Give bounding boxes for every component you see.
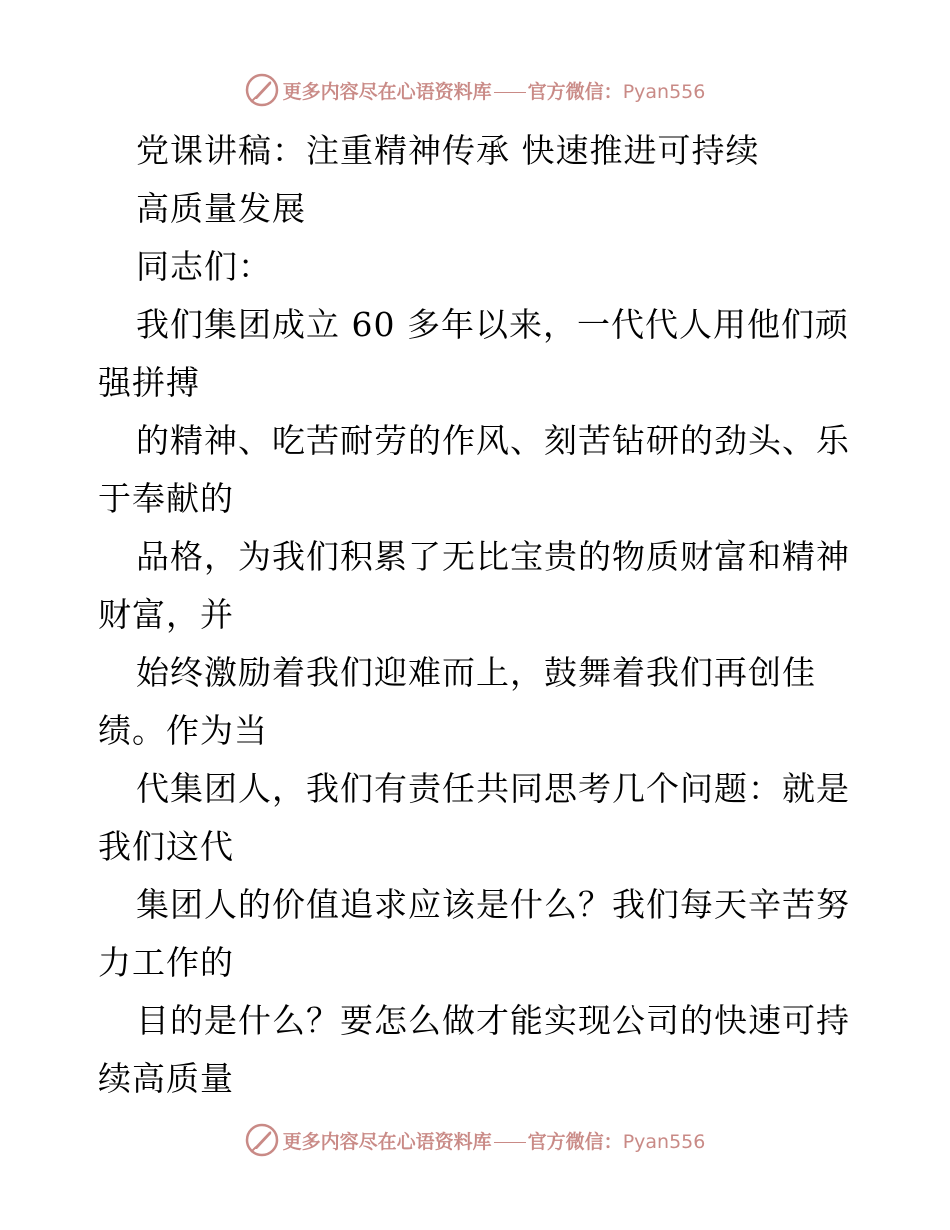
- paragraph-line: 同志们：: [136, 247, 272, 286]
- feather-quill-logo-icon: [245, 1123, 279, 1157]
- paragraph-line: 品格，为我们积累了无比宝贵的物质财富和精神: [136, 537, 850, 576]
- document-title-line: 高质量发展: [136, 189, 306, 228]
- paragraph-line: 续高质量: [98, 1059, 234, 1098]
- header-watermark: [0, 70, 950, 110]
- paragraph-line: 集团人的价值追求应该是什么？我们每天辛苦努: [136, 885, 850, 924]
- wechat-id: Pyan556: [622, 1130, 706, 1153]
- document-body: [98, 122, 858, 1108]
- watermark-separator: [494, 92, 526, 93]
- paragraph-line: 强拼搏: [98, 363, 200, 402]
- paragraph-line: 我们这代: [98, 827, 234, 866]
- watermark-separator: [494, 1142, 526, 1143]
- watermark-text: 更多内容尽在心语资料库 官方微信：Pyan556: [282, 1130, 706, 1153]
- watermark-text: 更多内容尽在心语资料库 官方微信：Pyan556: [282, 80, 706, 103]
- paragraph-line: 财富，并: [98, 595, 234, 634]
- paragraph-line: 我们集团成立 60 多年以来，一代代人用他们顽: [136, 305, 849, 344]
- paragraph-line: 绩。作为当: [98, 711, 268, 750]
- paragraph-line: 目的是什么？要怎么做才能实现公司的快速可持: [136, 1001, 850, 1040]
- paragraph-line: 于奉献的: [98, 479, 234, 518]
- paragraph-line: 代集团人，我们有责任共同思考几个问题：就是: [136, 769, 850, 808]
- feather-quill-logo-icon: [245, 73, 279, 107]
- wechat-id: Pyan556: [622, 80, 706, 103]
- paragraph-line: 始终激励着我们迎难而上，鼓舞着我们再创佳: [136, 653, 816, 692]
- document-title-line: 党课讲稿：注重精神传承 快速推进可持续: [136, 131, 760, 170]
- paragraph-line: 的精神、吃苦耐劳的作风、刻苦钻研的劲头、乐: [136, 421, 850, 460]
- paragraph-line: 力工作的: [98, 943, 234, 982]
- footer-watermark: [0, 1120, 950, 1160]
